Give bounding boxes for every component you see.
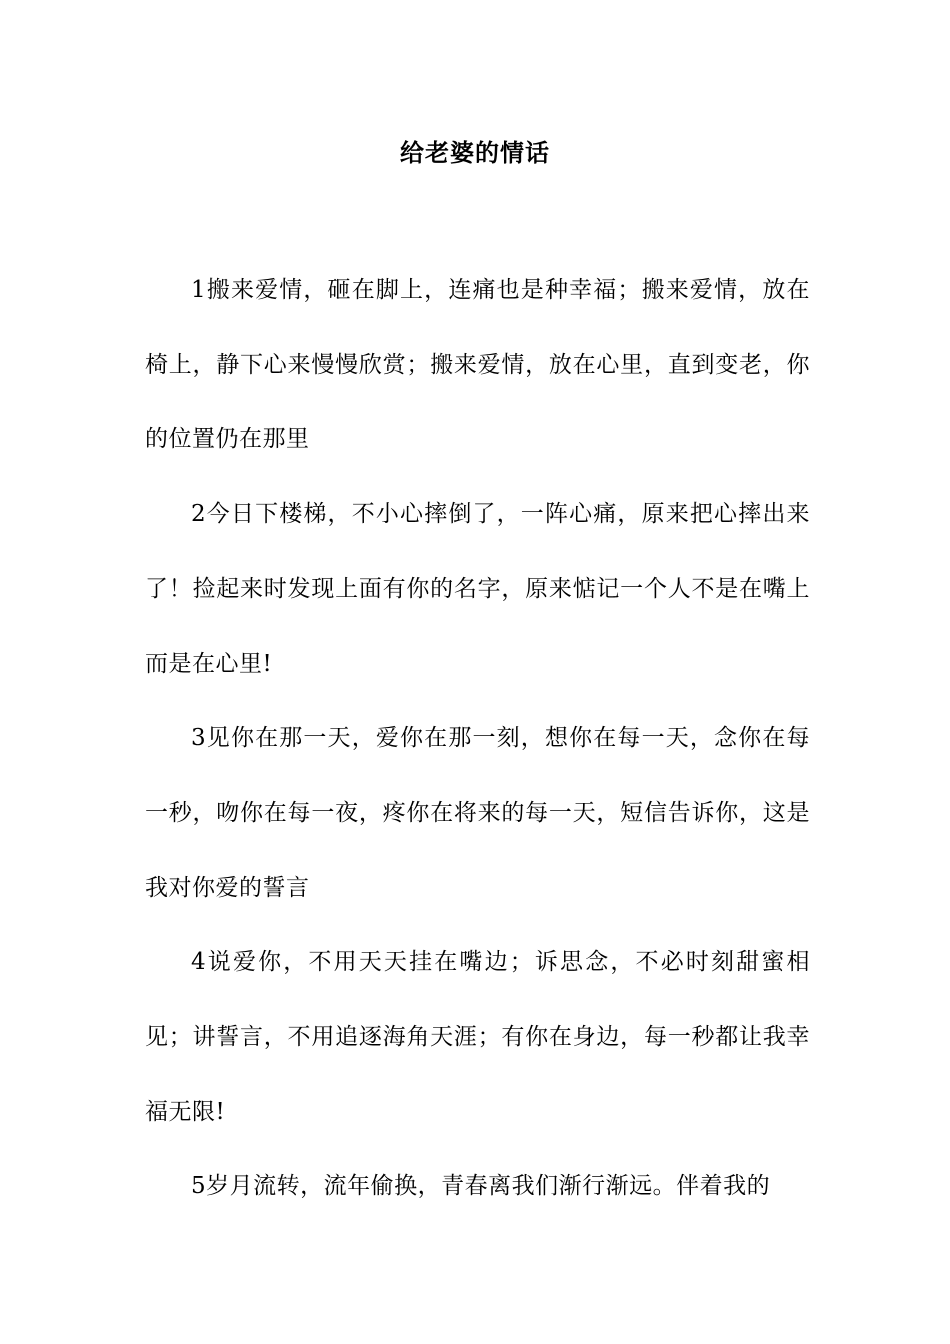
paragraph-1: 1搬来爱情，砸在脚上，连痛也是种幸福；搬来爱情，放在椅上，静下心来慢慢欣赏；搬来爱情，放在心里，直到变老，你的位置仍在那里 [145, 277, 810, 453]
document-body [145, 253, 810, 1224]
paragraph-3: 3见你在那一天，爱你在那一刻，想你在每一天，念你在每一秒，吻你在每一夜，疼你在将来的每一天，短信告诉你，这是我对你爱的誓言 [145, 725, 810, 901]
paragraph-2: 2今日下楼梯，不小心摔倒了，一阵心痛，原来把心摔出来了！捡起来时发现上面有你的名字，原来惦记一个人不是在嘴上而是在心里! [145, 501, 810, 677]
paragraph-4: 4说爱你，不用天天挂在嘴边；诉思念，不必时刻甜蜜相见；讲誓言，不用追逐海角天涯；有你在身边，每一秒都让我幸福无限! [145, 949, 810, 1125]
paragraph-5: 5岁月流转，流年偷换，青春离我们渐行渐远。伴着我的 [191, 1173, 771, 1200]
document-title: 给老婆的情话 [400, 138, 550, 167]
